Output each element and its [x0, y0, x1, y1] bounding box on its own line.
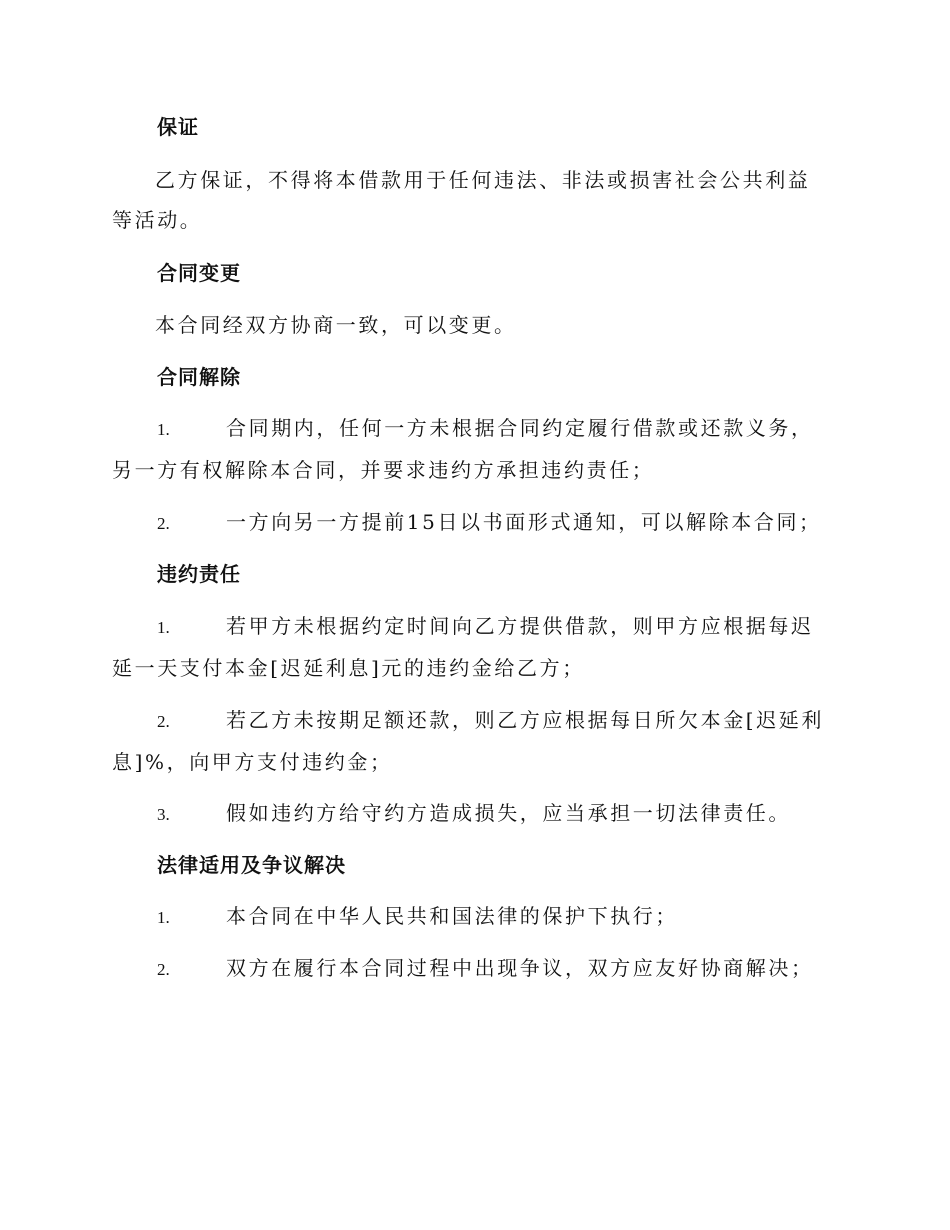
termination-item-1: [112, 408, 832, 490]
item-text: 假如违约方给守约方造成损失，应当承担一切法律责任。: [226, 801, 791, 825]
item-number: 1.: [157, 618, 170, 637]
termination-item-2: [112, 502, 832, 544]
item-number: 1.: [157, 908, 170, 927]
item-number: 2.: [157, 712, 170, 731]
item-text: 合同期内，任何一方未根据合同约定履行借款或还款义务，另一方有权解除本合同，并要求违约方承担违约责任；: [112, 416, 814, 482]
guarantee-paragraph: 乙方保证，不得将本借款用于任何违法、非法或损害社会公共利益等活动。: [112, 168, 811, 232]
item-number: 2.: [157, 960, 170, 979]
law-item-1: [112, 896, 832, 938]
item-text: 双方在履行本合同过程中出现争议，双方应友好协商解决；: [226, 956, 814, 980]
item-text: 本合同在中华人民共和国法律的保护下执行；: [226, 904, 678, 928]
item-text: 若乙方未按期足额还款，则乙方应根据每日所欠本金[迟延利息]%，向甲方支付违约金；: [112, 708, 825, 774]
item-number: 2.: [157, 514, 170, 533]
contract-change-paragraph: 本合同经双方协商一致，可以变更。: [155, 313, 517, 337]
section-heading-guarantee: 保证: [157, 115, 199, 139]
section-heading-contract-termination: 合同解除: [157, 365, 241, 389]
item-text: 若甲方未根据约定时间向乙方提供借款，则甲方应根据每迟延一天支付本金[迟延利息]元的违约金给乙方；: [112, 614, 814, 680]
item-number: 3.: [157, 805, 170, 824]
breach-item-1: [112, 606, 832, 688]
section-heading-law-and-disputes: 法律适用及争议解决: [157, 853, 346, 877]
section-heading-contract-change: 合同变更: [157, 261, 241, 285]
law-item-2: [112, 948, 832, 990]
breach-item-3: [112, 793, 832, 835]
section-heading-breach-liability: 违约责任: [157, 562, 241, 586]
item-text: 一方向另一方提前15日以书面形式通知，可以解除本合同；: [226, 510, 822, 534]
breach-item-2: [112, 700, 832, 782]
item-number: 1.: [157, 420, 170, 439]
